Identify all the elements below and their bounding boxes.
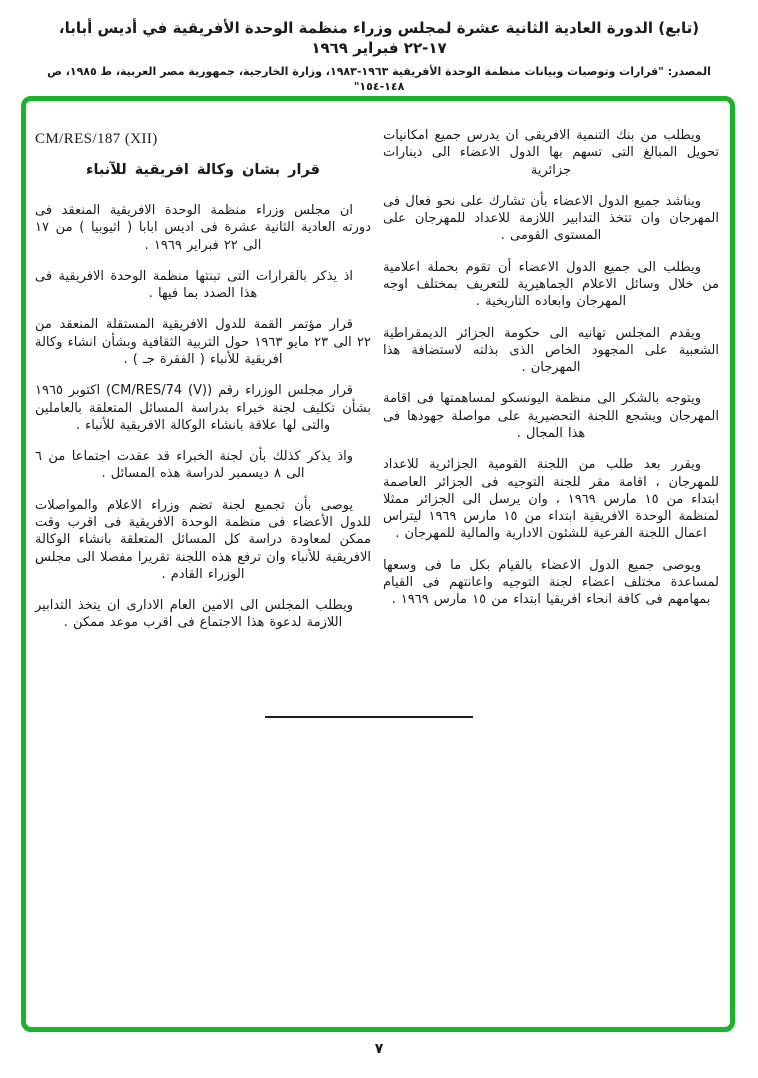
- paragraph: ويتوجه بالشكر الى منظمة اليونسكو لمساهمتها فى اقامة المهرجان ويشجع اللجنة التحضيرية على مواصلة جهودها فى هذا المجال .: [383, 391, 719, 441]
- paragraph: ويوصى جميع الدول الاعضاء بالقيام بكل ما فى وسعها لمساعدة مختلف اعضاء لجنة التوجيه واعانتهم فى القيام بمهامهم فى كافة انحاء افريقيا ابتداء من ١٥ مارس ١٩٦٩ .: [383, 557, 719, 608]
- paragraph: ويقرر بعد طلب من اللجنة القومية الجزائرية للاعداد للمهرجان ، اقامة مقر للجنة التوجيه فى الجزائر العاصمة ابتداء من ١٥ مارس ١٩٦٩ ، وان يرسل الى الجزائر ممثلا لمنظمة الوحدة الافريقية ابتداء من ١٥ مارس ١٩٦٩ ليتراس اعمال اللجنة الفرعية للشئون الادارية والمالية للمهرجان .: [383, 457, 720, 542]
- paragraph: ويطلب المجلس الى الامين العام الادارى ان يتخذ التدابير اللازمة لدعوة هذا الاجتماع فى اقرب موعد ممكن .: [35, 598, 353, 631]
- left-column-paragraphs: [35, 202, 371, 632]
- document-green-frame: [21, 96, 735, 1032]
- right-column: [383, 127, 719, 646]
- paragraph: اذ يذكر بالقرارات التى تبنتها منظمة الوحدة الافريقية فى هذا الصدد بما فيها .: [35, 268, 353, 302]
- two-column-text-area: [26, 101, 730, 646]
- page-header: [0, 18, 758, 94]
- paragraph: ويطلب الى جميع الدول الاعضاء أن تقوم بحملة اعلامية من خلال وسائل الاعلام الجماهيرية للتعريف بمختلف اوجه المهرجان وابعاده التاريخية .: [383, 259, 719, 310]
- paragraph: ويقدم المجلس تهانيه الى حكومة الجزائر الديمقراطية الشعبية على المجهود الخاص الذى بذلته لاستضافة هذا المهرجان .: [383, 325, 719, 376]
- paragraph: واذ يذكر كذلك بأن لجنة الخبراء قد عقدت اجتماعا من ٦ الى ٨ ديسمبر لدراسة هذه المسائل .: [35, 449, 353, 482]
- paragraph: يوصى بأن تجميع لجنة تضم وزراء الاعلام والمواصلات للدول الأعضاء فى منظمة الوحدة الافريقية فى اقرب وقت ممكن لمعاودة دراسة كل المسائل المتعلقة بانشاء الوكالة الافريقية للأنباء وان ترفع هذه اللجنة تقريرا مفصلا الى مجلس الوزراء القادم .: [35, 497, 371, 582]
- paragraph: قرار مجلس الوزراء رقم (CM/RES/74 (V)) اكتوبر ١٩٦٥ بشأن تكليف لجنة خبراء بدراسة المسائل المتعلقة بالعاملين والتى لها علاقة بانشاء الوكالة الافريقية للأنباء .: [35, 383, 371, 433]
- end-of-resolution-rule: [265, 716, 473, 718]
- paragraph: قرار مؤتمر القمة للدول الافريقية المستقلة المنعقد من ٢٢ الى ٢٣ مايو ١٩٦٣ حول التربية الثقافية وبشأن انشاء وكالة افريقية للأنباء ( الفقرة جـ ) .: [35, 317, 371, 367]
- resolution-title: قرار بشان وكالة افريقية للآنباء: [86, 162, 320, 178]
- page-number: ٧: [374, 1041, 384, 1057]
- resolution-reference: CM/RES/187 (XII): [35, 131, 158, 147]
- right-column-paragraphs: [383, 127, 719, 608]
- page-footer: [0, 1038, 758, 1057]
- header-source-line: المصدر: "قرارات وتوصيات وبيانات منظمة الوحدة الأفريقية ١٩٦٣-١٩٨٣، وزارة الخارجية، جمهورية مصر العربية، ط ١٩٨٥، ص ١٤٨-١٥٤": [47, 64, 711, 93]
- paragraph: ويطلب من بنك التنمية الافريقى ان يدرس جميع امكانيات تحويل المبالغ التى تسهم بها الدول الاعضاء الى دينارات جزائرية: [383, 128, 719, 178]
- paragraph: ان مجلس وزراء منظمة الوحدة الافريقية المنعقد فى دورته العادية الثانية عشرة فى اديس ابابا ( اثيوبيا ) من ١٧ الى ٢٢ فبراير ١٩٦٩ .: [35, 203, 371, 253]
- left-column: [35, 127, 371, 646]
- header-session-title: (تابع) الدورة العادية الثانية عشرة لمجلس وزراء منظمة الوحدة الأفريقية في أديس أبابا، ١٧-٢٢ فبراير ١٩٦٩: [58, 19, 700, 58]
- paragraph: ويناشد جميع الدول الاعضاء بأن تشارك على نحو فعال فى المهرجان وان تتخذ التدابير اللازمة للاعداد للمهرجان على المستوى القومى .: [383, 193, 719, 244]
